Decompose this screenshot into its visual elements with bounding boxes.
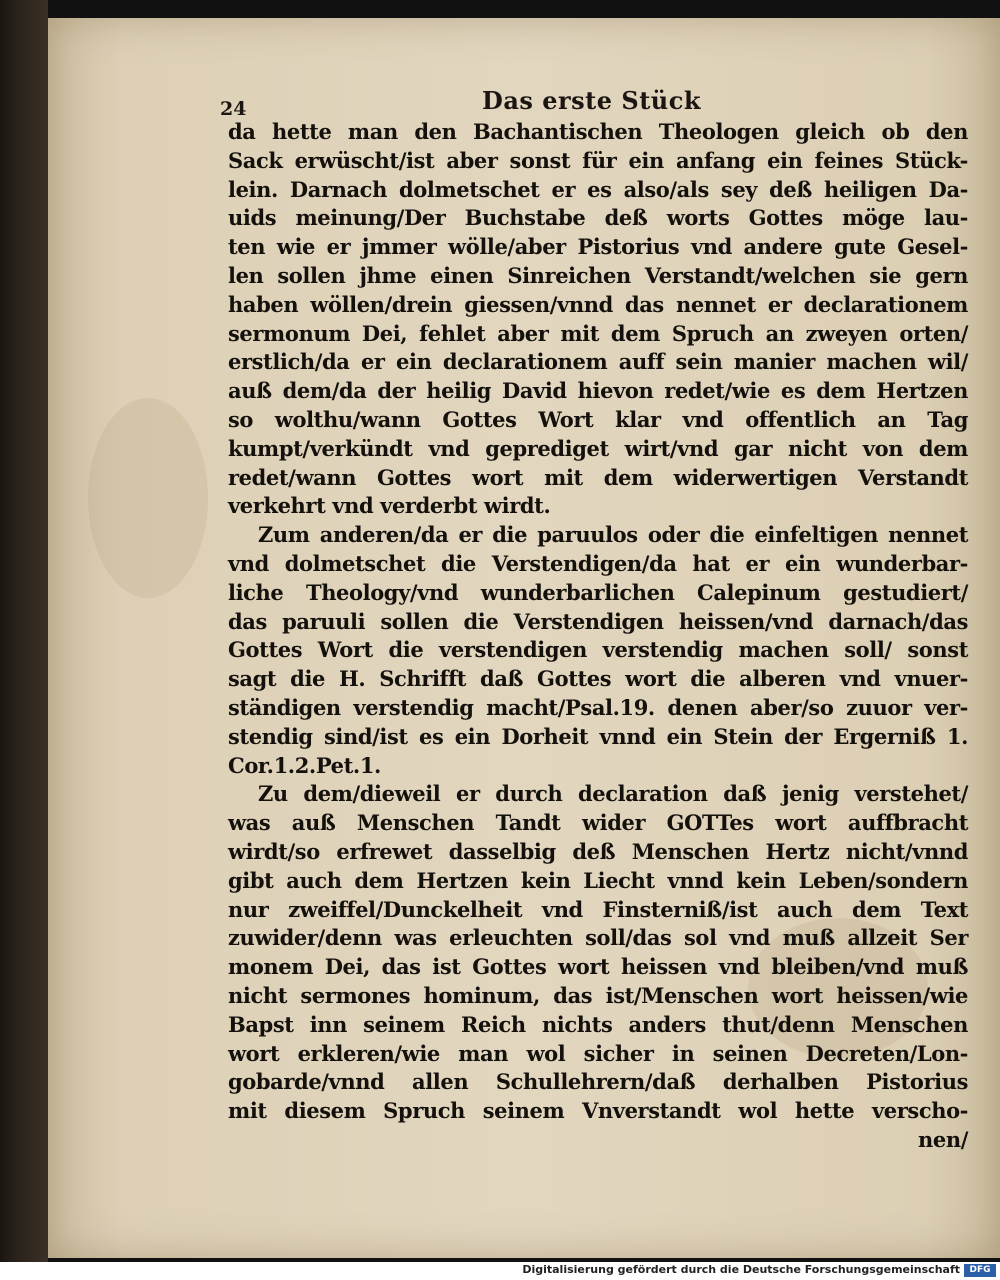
book-cover-edge — [0, 0, 48, 1262]
text-line: monem Dei, das ist Gottes wort heissen vnd bleiben/vnd muß — [228, 954, 968, 980]
text-line: nicht sermones hominum, das ist/Menschen wort heissen/wie — [228, 982, 968, 1008]
text-line: gobarde/vnnd allen Schullehrern/daß derhalben Pistorius — [228, 1069, 968, 1095]
funding-credit: Digitalisierung gefördert durch die Deutsche Forschungsgemeinschaft — [522, 1263, 960, 1276]
page-header — [48, 76, 1000, 120]
footer-bar — [0, 1262, 1000, 1280]
text-line: ständigen verstendig macht/Psal.19. denen aber/so zuuor ver- — [228, 694, 968, 720]
body-text — [228, 118, 968, 1155]
text-line: das paruuli sollen die Verstendigen heissen/vnd darnach/das — [228, 608, 968, 634]
text-line: wirdt/so erfrewet dasselbig deß Menschen Hertz nicht/vnnd — [228, 838, 968, 864]
text-line: so wolthu/wann Gottes Wort klar vnd offentlich an Tag — [228, 406, 968, 432]
text-line: nen/ — [918, 1126, 968, 1152]
text-line: haben wöllen/drein giessen/vnnd das nennet er declarationem — [228, 291, 968, 317]
text-line: Zu dem/dieweil er durch declaration daß jenig verstehet/ — [258, 781, 968, 807]
text-line: sagt die H. Schrifft daß Gottes wort die alberen vnd vnuer- — [228, 666, 968, 692]
text-line: vnd dolmetschet die Verstendigen/da hat er ein wunderbar- — [228, 550, 968, 576]
text-line: len sollen jhme einen Sinreichen Verstandt/welchen sie gern — [228, 262, 968, 288]
text-line: lein. Darnach dolmetschet er es also/als sey deß heiligen Da- — [228, 176, 968, 202]
text-line: verkehrt vnd verderbt wirdt. — [228, 493, 551, 519]
text-line: nur zweiffel/Dunckelheit vnd Finsterniß/ist auch dem Text — [228, 896, 968, 922]
text-line: Sack erwüscht/ist aber sonst für ein anfang ein feines Stück- — [228, 147, 968, 173]
text-line: gibt auch dem Hertzen kein Liecht vnnd kein Leben/sondern — [228, 867, 968, 893]
text-line: stendig sind/ist es ein Dorheit vnnd ein Stein der Ergerniß 1. — [228, 723, 968, 749]
text-line: was auß Menschen Tandt wider GOTTes wort auffbracht — [228, 810, 968, 836]
text-line: liche Theology/vnd wunderbarlichen Calepinum gestudiert/ — [228, 579, 968, 605]
text-line: auß dem/da der heilig David hievon redet/wie es dem Hertzen — [228, 378, 968, 404]
text-line: erstlich/da er ein declarationem auff sein manier machen wil/ — [228, 349, 968, 375]
page-number: 24 — [220, 98, 247, 120]
text-line: Bapst inn seinem Reich nichts anders thut/denn Menschen — [228, 1011, 968, 1037]
text-line: mit diesem Spruch seinem Vnverstandt wol hette verscho- — [228, 1098, 968, 1124]
text-line: Cor.1.2.Pet.1. — [228, 752, 381, 778]
running-head: Das erste Stück — [482, 86, 701, 115]
text-line: redet/wann Gottes wort mit dem widerwertigen Verstandt — [228, 464, 968, 490]
text-line: da hette man den Bachantischen Theologen gleich ob den — [228, 119, 968, 144]
text-line: wort erkleren/wie man wol sicher in seinen Decreten/Lon- — [228, 1040, 968, 1066]
text-line: ten wie er jmmer wölle/aber Pistorius vnd andere gute Gesel- — [228, 234, 968, 260]
text-line: kumpt/verkündt vnd geprediget wirt/vnd gar nicht von dem — [228, 435, 968, 461]
book-page — [48, 18, 1000, 1258]
text-line: Zum anderen/da er die paruulos oder die einfeltigen nennet — [258, 522, 968, 548]
dfg-logo: DFG — [964, 1264, 996, 1277]
paper-stain — [88, 398, 208, 598]
text-line: uids meinung/Der Buchstabe deß worts Gottes möge lau- — [228, 205, 968, 231]
text-line: Gottes Wort die verstendigen verstendig machen soll/ sonst — [228, 637, 968, 663]
text-line: zuwider/denn was erleuchten soll/das sol vnd muß allzeit Ser — [228, 925, 968, 951]
text-line: sermonum Dei, fehlet aber mit dem Spruch an zweyen orten/ — [228, 320, 968, 346]
